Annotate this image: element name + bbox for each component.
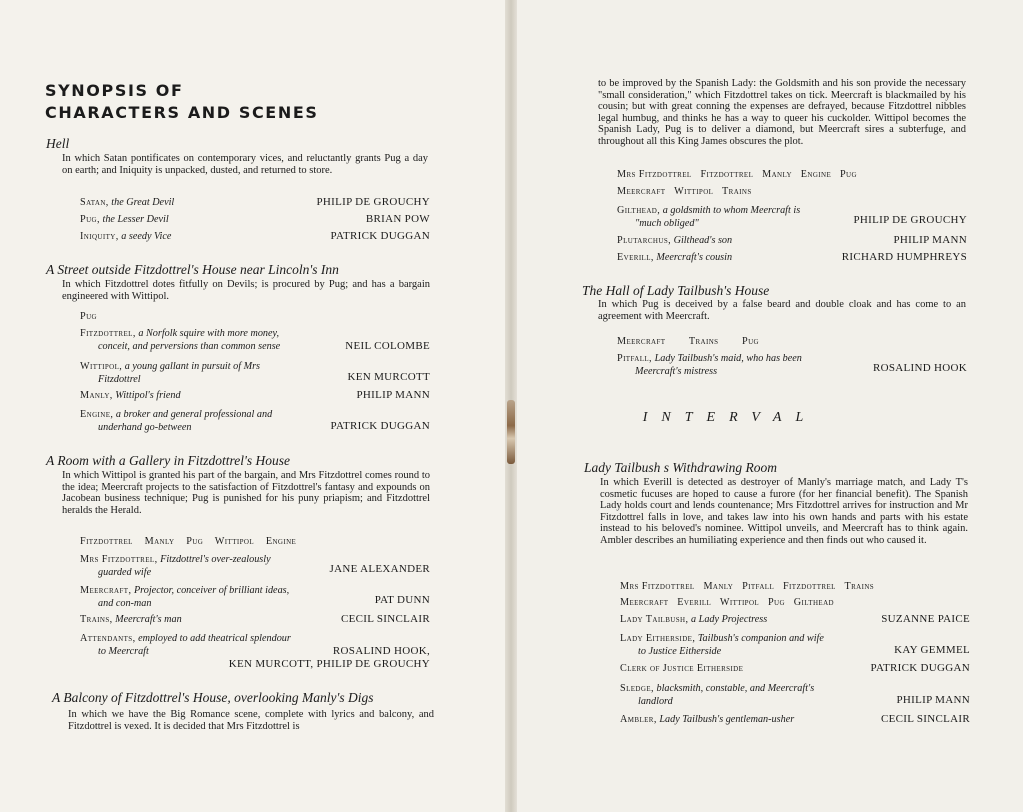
actor-name: RICHARD HUMPHREYS bbox=[841, 251, 967, 263]
cast-entry bbox=[80, 360, 430, 386]
cast-entry bbox=[80, 613, 430, 626]
role-description: a young gallant in pursuit of Mrs bbox=[122, 361, 261, 372]
staple bbox=[507, 400, 515, 464]
actor-name: PATRICK DUGGAN bbox=[330, 230, 430, 242]
scene-synopsis-gallery: In which Wittipol is granted his part of the bargain, and Mrs Fitzdottrel comes round to the idea; Meercraft projects to the satisfaction of Fitzdottrel's fantasy and expounds on Jacobean business technique; Pug is punished for his puny priapism; and Fitzdottrel heralds the Herald. bbox=[62, 470, 430, 516]
actor-name: ROSALIND HOOK, bbox=[332, 645, 430, 657]
scene-synopsis-hall: In which Pug is deceived by a false beard and double cloak and has come to an agreement with Meercraft. bbox=[598, 299, 966, 322]
role-name: Manly, bbox=[80, 390, 113, 401]
role-description: Tailbush's companion and wife bbox=[695, 633, 824, 644]
role-name: Wittipol, bbox=[80, 361, 123, 372]
cast-entry bbox=[620, 713, 970, 726]
actor-name: CECIL SINCLAIR bbox=[880, 713, 970, 725]
cast-entry bbox=[617, 234, 967, 247]
actor-name: PHILIP DE GROUCHY bbox=[316, 196, 430, 208]
role-name: Clerk of Justice Eitherside bbox=[620, 663, 744, 674]
role-description: a goldsmith to whom Meercraft is bbox=[660, 205, 801, 216]
role-name: Gilthead, bbox=[617, 205, 661, 216]
page-heading bbox=[45, 80, 318, 124]
scene-synopsis-hell: In which Satan pontificates on contemporary vices, and reluctantly grants Pug a day on earth; and Iniquity is unpacked, dusted, and returned to store. bbox=[62, 153, 428, 176]
actor-name: KAY GEMMEL bbox=[894, 644, 970, 656]
synopsis-continued: to be improved by the Spanish Lady: the Goldsmith and his son provide the necessary "small consideration," which Fitzdottrel takes on tick. Meercraft is blackmailed by his cousin; but with great conning the expenses are defrayed, because Fitzdottrel nibbles legal humbug, and thinks he has a way to queer his cuckolder. Wittipol becomes the Spanish Lady, Pug is to deliver a diamond, but Meercraft sires a subterfuge, and throughout all this King James obscures the plot. bbox=[598, 78, 966, 147]
role-description-cont: to Meercraft bbox=[98, 646, 149, 657]
actor-name: PAT DUNN bbox=[374, 594, 430, 606]
role-name: Attendants, bbox=[80, 633, 136, 644]
role-name: Lady Tailbush, bbox=[620, 614, 689, 625]
role-name: Lady Eitherside, bbox=[620, 633, 696, 644]
present-characters: Fitzdottrel Manly Pug Wittipol Engine bbox=[80, 536, 297, 547]
cast-entry bbox=[80, 230, 430, 243]
scene-title-street: A Street outside Fitzdottrel's House near Lincoln's Inn bbox=[46, 262, 339, 277]
interval-label: INTERVAL bbox=[642, 410, 818, 425]
role-description: Lady Tailbush's gentleman-usher bbox=[656, 714, 795, 725]
actor-name: PHILIP DE GROUCHY bbox=[853, 214, 967, 226]
scene-title-balcony: A Balcony of Fitzdottrel's House, overlooking Manly's Digs bbox=[52, 690, 374, 705]
role-name: Engine, bbox=[80, 409, 114, 420]
role-name: Pitfall, bbox=[617, 353, 653, 364]
cast-entry bbox=[617, 251, 967, 264]
actor-name: NEIL COLOMBE bbox=[345, 340, 430, 352]
role-description-cont: and con-man bbox=[98, 598, 152, 609]
actor-name: BRIAN POW bbox=[365, 213, 430, 225]
role-name: Satan, bbox=[80, 197, 109, 208]
scene-synopsis-withdrawing-room: In which Everill is detected as destroyer of Manly's marriage match, and Lady T's cosmetic fucuses are hoped to cause a furore (for her financial benefit). The Spanish Lady holds court and lends countenance; Mrs Fitzdottrel arrives for instruction and Mr Fitzdottrel falls in love, and takes law into his own hands and parts with his estate instead to his beloved's nominee. Wittipol unveils, and Meercraft has to think again. Ambler describes an humiliating experience and then finds out who caused it. bbox=[600, 477, 968, 546]
role-description: Meercraft's man bbox=[112, 614, 182, 625]
role-name: Pug bbox=[80, 311, 97, 322]
present-characters: Meercraft Everill Wittipol Pug Gilthead bbox=[620, 597, 834, 608]
role-description: a broker and general professional and bbox=[113, 409, 273, 420]
scene-synopsis-balcony: In which we have the Big Romance scene, complete with lyrics and balcony, and Fitzdottrel is vexed. It is decided that Mrs Fitzdottrel is bbox=[68, 709, 434, 732]
role-description: the Great Devil bbox=[108, 197, 175, 208]
cast-entry bbox=[80, 310, 430, 323]
heading-line-2: CHARACTERS AND SCENES bbox=[45, 103, 319, 122]
role-description: Lady Tailbush's maid, who has been bbox=[652, 353, 802, 364]
role-name: Mrs Fitzdottrel, bbox=[80, 554, 158, 565]
actor-name: PATRICK DUGGAN bbox=[330, 420, 430, 432]
cast-entry bbox=[80, 389, 430, 402]
role-description: a seedy Vice bbox=[118, 231, 172, 242]
scene-title-gallery: A Room with a Gallery in Fitzdottrel's House bbox=[46, 453, 291, 468]
role-description-cont: "much obliged" bbox=[635, 218, 699, 229]
role-description: Meercraft's cousin bbox=[653, 252, 733, 263]
scene-title-hell: Hell bbox=[46, 136, 70, 151]
role-description: Projector, conceiver of brilliant ideas, bbox=[131, 585, 290, 596]
heading-line-1: SYNOPSIS OF bbox=[45, 81, 184, 100]
role-description-cont: to Justice Eitherside bbox=[638, 646, 722, 657]
present-characters: Mrs Fitzdottrel Manly Pitfall Fitzdottrel Trains bbox=[620, 581, 875, 592]
scene-title-withdrawing-room: Lady Tailbush s Withdrawing Room bbox=[584, 460, 778, 475]
role-description: Wittipol's friend bbox=[112, 390, 181, 401]
role-description-cont: underhand go-between bbox=[98, 422, 192, 433]
role-description-cont: conceit, and perversions than common sense bbox=[98, 341, 281, 352]
actor-name: ROSALIND HOOK bbox=[872, 362, 967, 374]
actor-name: JANE ALEXANDER bbox=[329, 563, 430, 575]
cast-entry bbox=[80, 213, 430, 226]
role-name: Ambler, bbox=[620, 714, 657, 725]
actor-name: KEN MURCOTT bbox=[347, 371, 430, 383]
actor-name: PATRICK DUGGAN bbox=[870, 662, 970, 674]
actor-name: SUZANNE PAICE bbox=[881, 613, 970, 625]
role-description-cont: landlord bbox=[638, 696, 673, 707]
cast-entry bbox=[617, 352, 967, 378]
role-name: Iniquity, bbox=[80, 231, 119, 242]
actor-name: CECIL SINCLAIR bbox=[340, 613, 430, 625]
present-characters: Meercraft Trains Pug bbox=[617, 336, 760, 347]
scene-title-hall: The Hall of Lady Tailbush's House bbox=[582, 283, 770, 298]
role-description: the Lesser Devil bbox=[99, 214, 169, 225]
role-description-cont: guarded wife bbox=[98, 567, 152, 578]
role-name: Plutarchus, bbox=[617, 235, 672, 246]
cast-entry bbox=[80, 196, 430, 209]
role-name: Trains, bbox=[80, 614, 113, 625]
actor-name: PHILIP MANN bbox=[893, 234, 967, 246]
role-description: Fitzdottrel's over-zealously bbox=[157, 554, 271, 565]
role-description: a Lady Projectress bbox=[688, 614, 768, 625]
cast-entry bbox=[620, 662, 970, 675]
cast-entry bbox=[620, 632, 970, 658]
cast-entry bbox=[617, 204, 967, 230]
role-description: a Norfolk squire with more money, bbox=[135, 328, 280, 339]
role-name: Pug, bbox=[80, 214, 100, 225]
actor-name: PHILIP MANN bbox=[356, 389, 430, 401]
cast-entry bbox=[80, 327, 430, 353]
actor-name: KEN MURCOTT, PHILIP DE GROUCHY bbox=[228, 658, 430, 670]
role-description: blacksmith, constable, and Meercraft's bbox=[653, 683, 815, 694]
cast-entry bbox=[80, 632, 430, 670]
actor-name: PHILIP MANN bbox=[896, 694, 970, 706]
scene-synopsis-street: In which Fitzdottrel dotes fitfully on Devils; is procured by Pug; and has a bargain engineered with Wittipol. bbox=[62, 279, 430, 302]
cast-entry bbox=[620, 613, 970, 626]
present-characters: Meercraft Wittipol Trains bbox=[617, 186, 752, 197]
cast-entry bbox=[80, 584, 430, 610]
cast-entry bbox=[80, 553, 430, 579]
present-characters: Mrs Fitzdottrel Fitzdottrel Manly Engine Pug bbox=[617, 169, 857, 180]
role-description-cont: Meercraft's mistress bbox=[635, 366, 718, 377]
role-description: Gilthead's son bbox=[671, 235, 733, 246]
role-name: Sledge, bbox=[620, 683, 654, 694]
role-name: Everill, bbox=[617, 252, 654, 263]
cast-entry bbox=[620, 682, 970, 708]
role-description-cont: Fitzdottrel bbox=[98, 374, 141, 385]
role-description: employed to add theatrical splendour bbox=[135, 633, 291, 644]
role-name: Fitzdottrel, bbox=[80, 328, 136, 339]
role-name: Meercraft, bbox=[80, 585, 132, 596]
cast-entry bbox=[80, 408, 430, 434]
